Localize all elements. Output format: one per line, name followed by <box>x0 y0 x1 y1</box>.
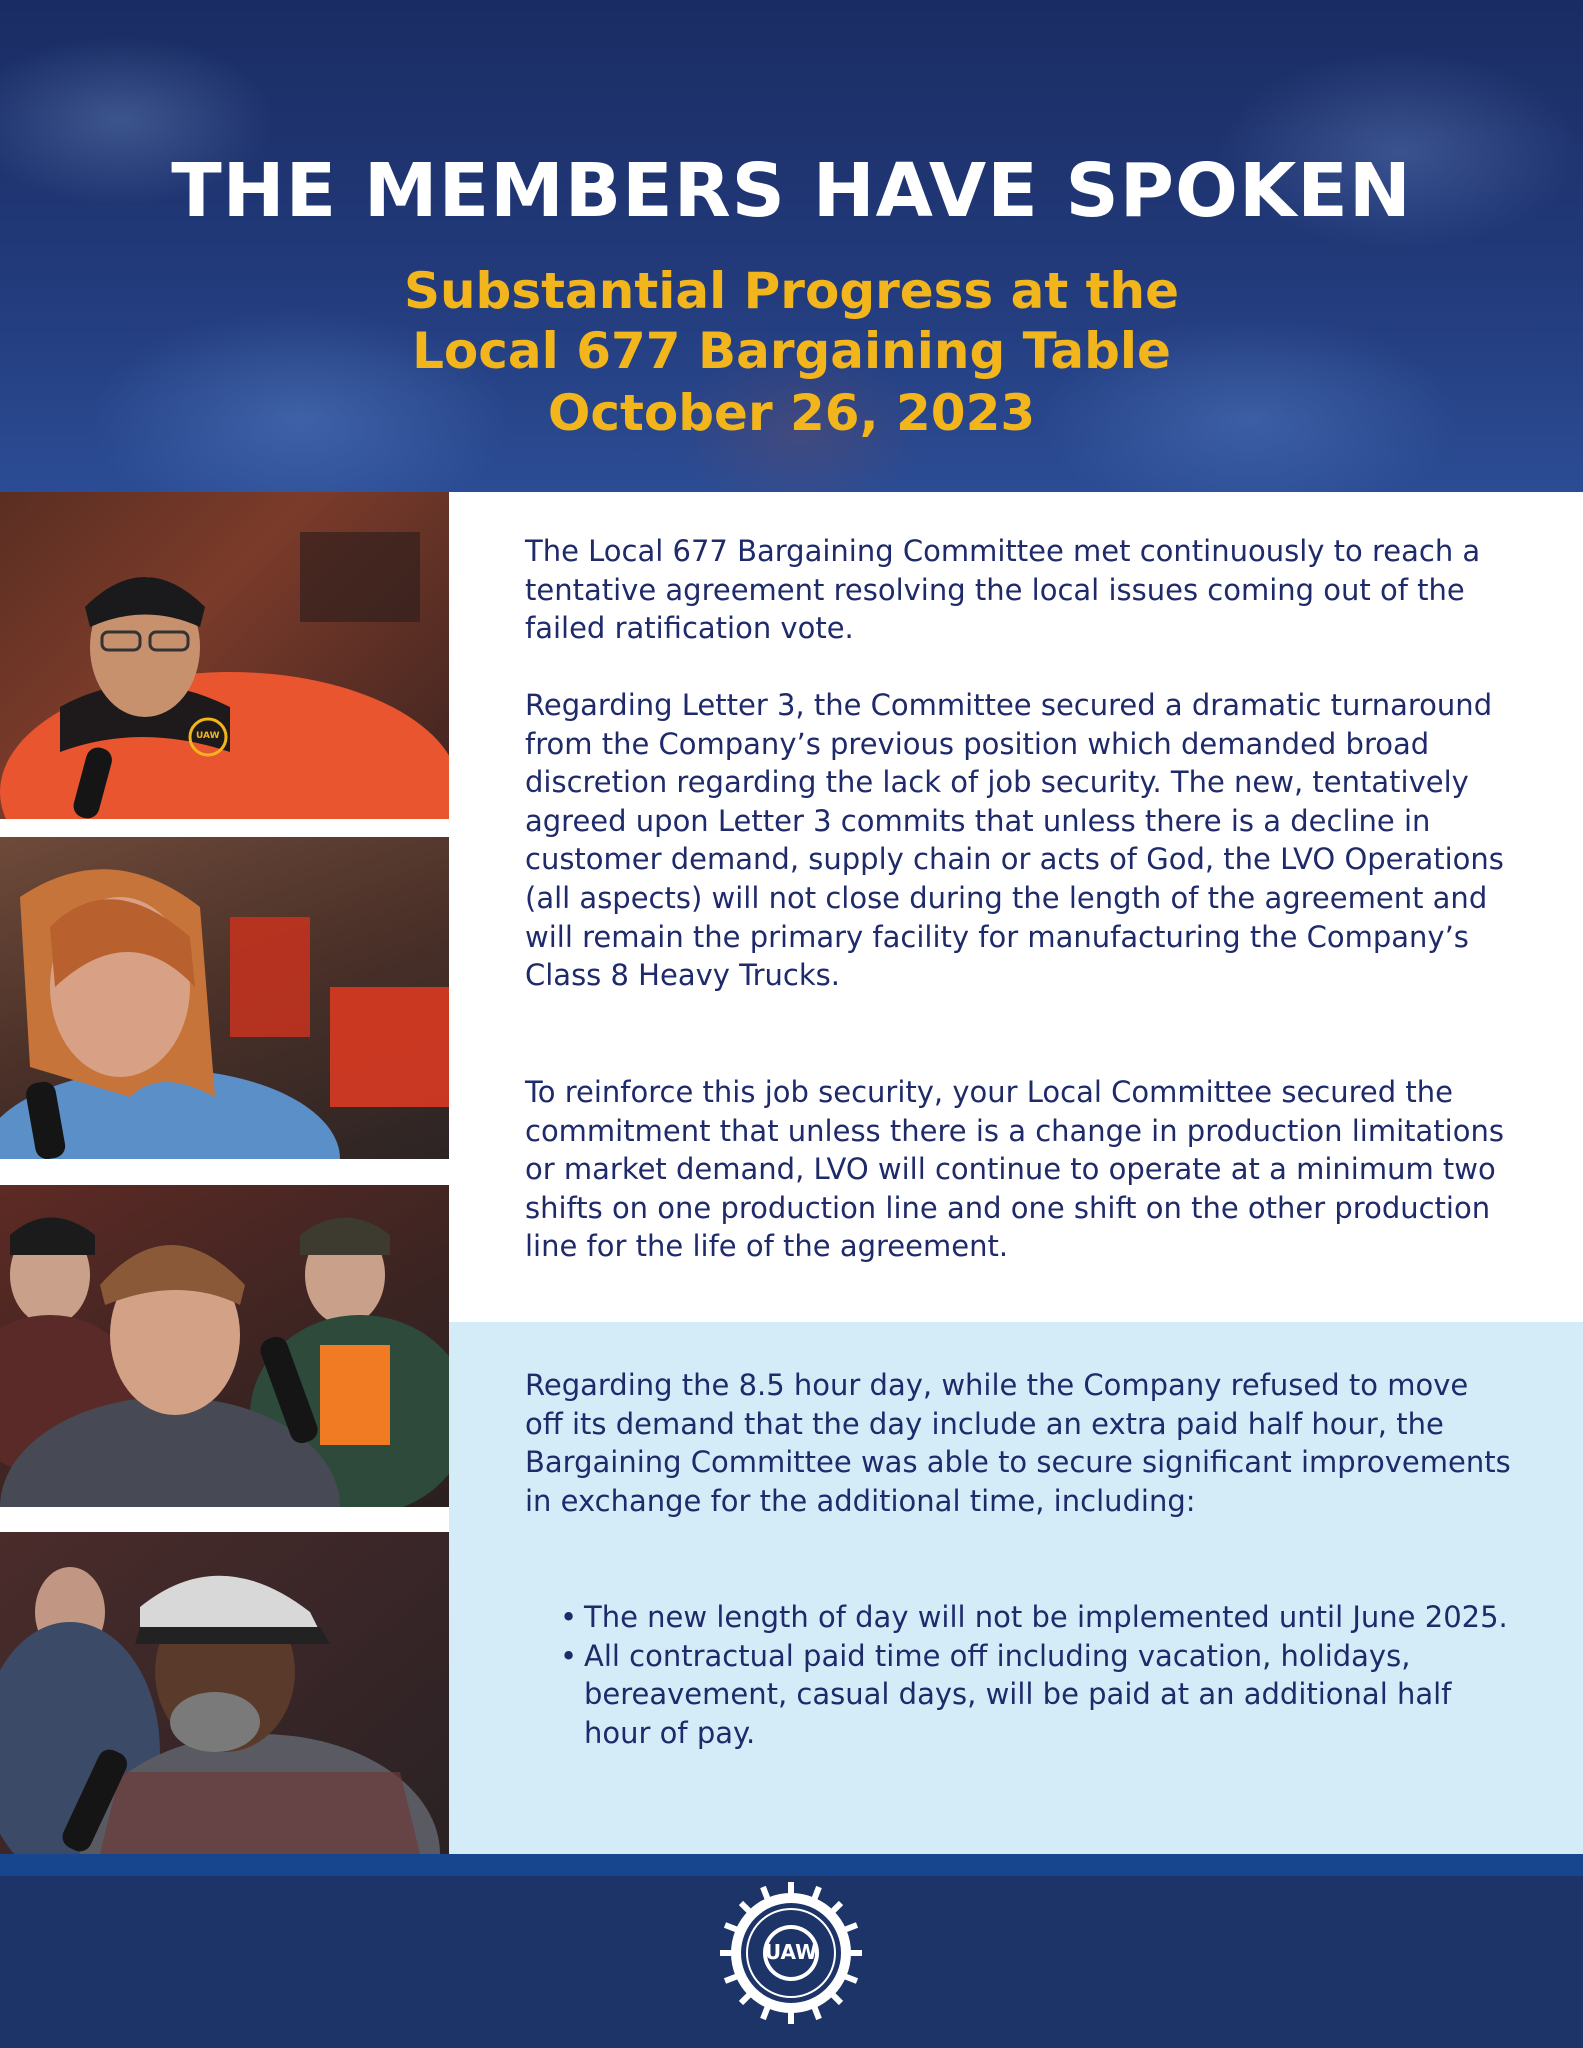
photo-member-red-hair <box>0 837 449 1159</box>
subtitle-line-2: Local 677 Bargaining Table <box>412 322 1171 380</box>
photo-member-gray-hoodie <box>0 1185 449 1507</box>
improvements-list <box>560 1598 1520 1752</box>
person-illustration <box>0 837 449 1159</box>
footer-stripe <box>0 1854 1583 1876</box>
page-title: THE MEMBERS HAVE SPOKEN <box>171 148 1412 234</box>
list-item: • The new length of day will not be implemented until June 2025. <box>560 1598 1520 1637</box>
photo-member-cap <box>0 1532 449 1854</box>
person-illustration <box>0 1185 449 1507</box>
person-illustration <box>0 1532 449 1854</box>
photo-column <box>0 492 449 1854</box>
paragraph-job-security: To reinforce this job security, your Local Committee secured the commitment that unless there is a change in production limitations or market demand, LVO will continue to operate at a minimum two shifts on one production line and one shift on the other production line for the life of the agreement. <box>525 1075 1504 1264</box>
subtitle-line-1: Substantial Progress at the <box>403 262 1180 320</box>
paragraph-intro: The Local 677 Bargaining Committee met continuously to reach a tentative agreement resolving the local issues coming out of the failed ratification vote. <box>525 534 1481 646</box>
paragraph-letter-3: Regarding Letter 3, the Committee secured a dramatic turnaround from the Company’s previous position which demanded broad discretion regarding the lack of job security. The new, tentatively agreed upon Letter 3 commits that unless there is a decline in customer demand, supply chain or acts of God, the LVO Operations (all aspects) will not close during the length of the agreement and will remain the primary facility for manufacturing the Company’s Class 8 Heavy Trucks. <box>525 688 1504 993</box>
person-illustration <box>0 492 449 819</box>
list-item: • All contractual paid time off including vacation, holidays, bereavement, casual days, will be paid at an additional half hour of pay. <box>560 1637 1520 1753</box>
uaw-shirt-badge: UAW <box>196 731 220 741</box>
paragraph-hour-day: Regarding the 8.5 hour day, while the Company refused to move off its demand that the day include an extra paid half hour, the Bargaining Committee was able to secure significant improvements in exchange for the additional time, including: <box>525 1368 1511 1518</box>
subtitle-date: October 26, 2023 <box>547 384 1036 442</box>
photo-member-orange-shirt <box>0 492 449 819</box>
uaw-logo-text: UAW <box>764 1940 818 1964</box>
hero-banner <box>0 0 1583 492</box>
